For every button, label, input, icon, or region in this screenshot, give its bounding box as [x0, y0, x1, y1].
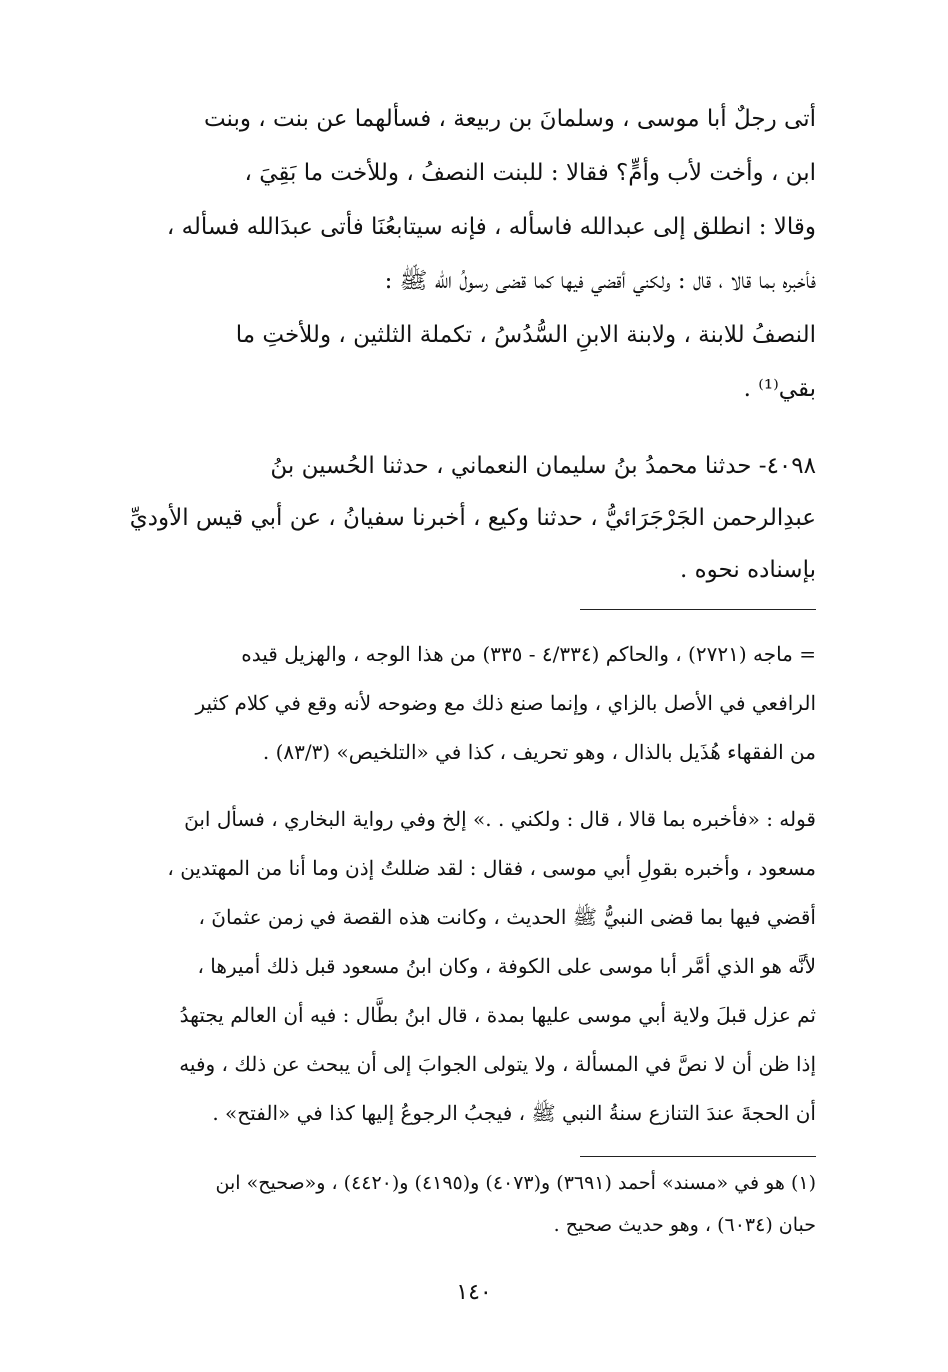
hadith-line: عبدِالرحمن الجَرْجَرَائيُّ ، حدثنا وكيع ، أخبرنا سفيانُ ، عن أبي قيس الأوديِّ: [129, 505, 816, 531]
main-line: بقي⁽¹⁾ .: [743, 376, 816, 402]
footnote-line: (١) هو في «مسند» أحمد (٣٦٩١) و(٤٠٧٣) و(٤١٩٥) و(٤٤٢٠) ، و«صحيح» ابن: [215, 1172, 816, 1194]
note-line: أن الحجةَ عندَ التنازع سنةُ النبي ﷺ ، فيجبُ الرجوعُ إليها كذا في «الفتح» .: [212, 1101, 816, 1125]
notes-divider: [580, 609, 816, 610]
note-line: إذا ظن أن لا نصَّ في المسألة ، ولا يتولى الجوابَ إلى أن يبحث عن ذلك ، وفيه: [179, 1052, 816, 1076]
commentary-notes: [126, 630, 816, 1138]
note-line: ثم عزل قبلَ ولاية أبي موسى عليها بمدة ، قال ابنُ بطَّال : فيه أن العالم يجتهدُ: [179, 1003, 816, 1027]
page-number: ١٤٠: [456, 1280, 492, 1305]
paragraph-gap: [126, 777, 816, 795]
footnote-line: حبان (٦٠٣٤) ، وهو حديث صحيح .: [553, 1214, 816, 1236]
hadith-paragraph: [126, 440, 816, 596]
main-text: [126, 92, 816, 416]
note-line: أقضي فيها بما قضى النبيُّ ﷺ الحديث ، وكانت هذه القصة في زمن عثمانَ ،: [198, 905, 816, 929]
hadith-line: بإسناده نحوه .: [679, 557, 816, 583]
main-line: ابن ، وأخت لأب وأمٍّ؟ فقالا : للبنت النصفُ ، وللأخت ما بَقِيَ ،: [244, 160, 816, 186]
main-line: وقالا : انطلق إلى عبدالله فاسأله ، فإنه سيتابعُنَا فأتى عبدَالله فسأله ،: [166, 214, 816, 240]
footnote-divider: [580, 1156, 816, 1157]
note-line: الرافعي في الأصل بالزاي ، وإنما صنع ذلك مع وضوحه لأنه وقع في كلام كثير: [195, 691, 816, 715]
note-line: مسعود ، وأخبره بقولِ أبي موسى ، فقال : لقد ضللتُ إذن وما أنا من المهتدين ،: [167, 856, 816, 880]
main-line: أتى رجلٌ أبا موسى ، وسلمانَ بن ربيعة ، فسألهما عن بنت ، وبنت: [203, 106, 816, 132]
main-line: النصفُ للابنة ، ولابنة الابنِ السُّدُسُ ، تكملة الثلثين ، وللأختِ ما: [235, 322, 816, 348]
note-line: لأنَّه هو الذي أمَّر أبا موسى على الكوفة ، وكان ابنُ مسعود قبل ذلك أميرها ،: [197, 954, 816, 978]
note-line: = ماجه (٢٧٢١) ، والحاكم (٤/٣٣٤ - ٣٣٥) من هذا الوجه ، والهزيل قيده: [241, 642, 816, 666]
hadith-line: ٤٠٩٨- حدثنا محمدُ بنُ سليمان النعماني ، حدثنا الحُسين بنُ: [270, 453, 816, 479]
footnote: [126, 1162, 816, 1246]
note-line: من الفقهاء هُذَيل بالذال ، وهو تحريف ، كذا في «التلخيص» (٨٣/٣) .: [262, 740, 816, 764]
main-line: فأخبره بما قالا ، قال : ولكني أقضي فيها كما قضى رسولُ الله ﷺ :: [384, 268, 816, 294]
note-line: قوله : «فأخبره بما قالا ، قال : ولكني . .» إلخ وفي رواية البخاري ، فسأل ابنَ: [184, 807, 816, 831]
